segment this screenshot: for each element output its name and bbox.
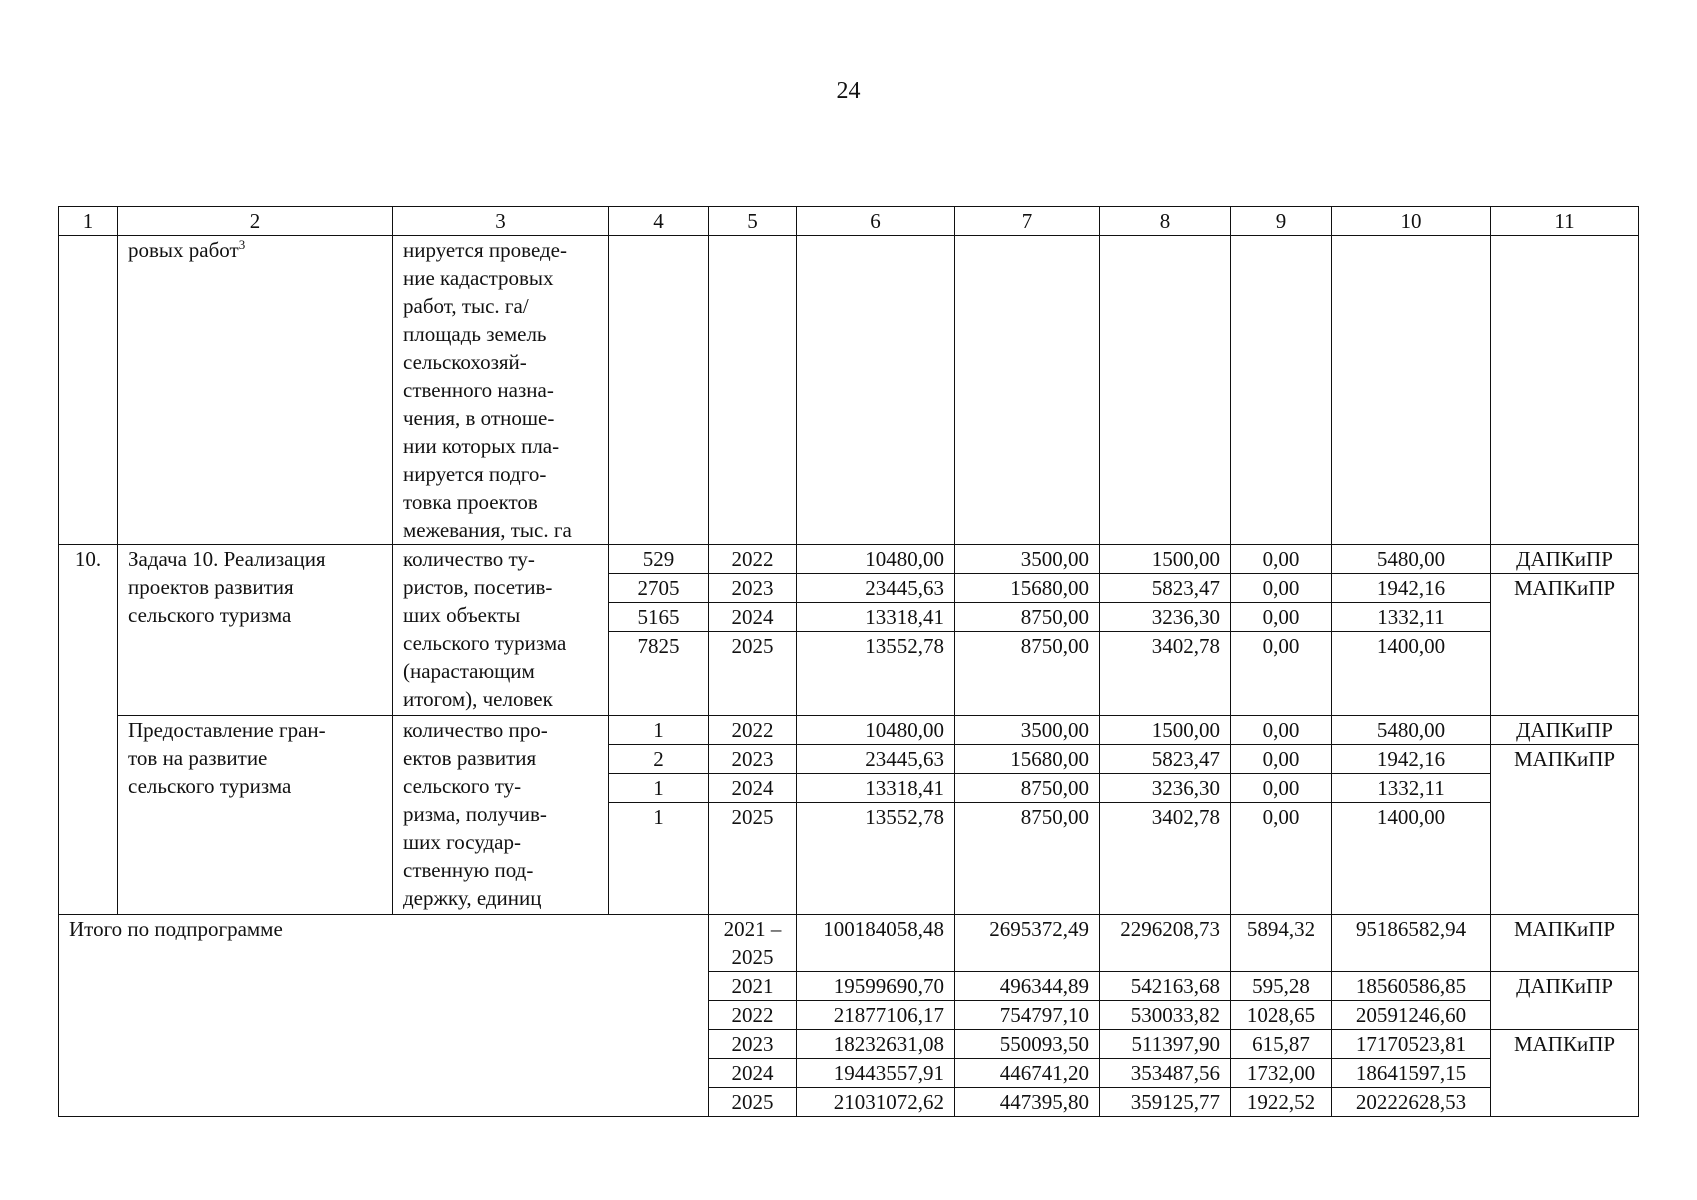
amount-total: 13552,78 (797, 803, 955, 915)
indicator-value: 2 (609, 745, 709, 774)
amount-local: 595,28 (1231, 972, 1332, 1001)
amount-total: 10480,00 (797, 545, 955, 574)
table-row (59, 545, 1639, 574)
amount-other: 5480,00 (1332, 716, 1491, 745)
amount-regional: 511397,90 (1100, 1030, 1231, 1059)
col-header: 1 (59, 207, 118, 236)
amount-federal: 446741,20 (955, 1059, 1100, 1088)
col-header: 4 (609, 207, 709, 236)
amount-local: 5894,32 (1231, 915, 1332, 972)
amount-other: 20591246,60 (1332, 1001, 1491, 1030)
col-header: 2 (118, 207, 393, 236)
amount-federal: 550093,50 (955, 1030, 1100, 1059)
year-cell: 2022 (709, 545, 797, 574)
amount-regional: 3402,78 (1100, 803, 1231, 915)
executor: МАПКиПР (1491, 745, 1639, 915)
amount-federal: 8750,00 (955, 774, 1100, 803)
amount-other: 5480,00 (1332, 545, 1491, 574)
amount-regional: 530033,82 (1100, 1001, 1231, 1030)
continuation-row (59, 236, 1639, 545)
amount-federal: 3500,00 (955, 545, 1100, 574)
indicator-value: 5165 (609, 603, 709, 632)
amount-total: 23445,63 (797, 745, 955, 774)
amount-other: 17170523,81 (1332, 1030, 1491, 1059)
amount-regional: 5823,47 (1100, 574, 1231, 603)
task-name: Задача 10. Реализация проектов развития сельского туризма (118, 545, 393, 716)
amount-total: 100184058,48 (797, 915, 955, 972)
amount-total: 21877106,17 (797, 1001, 955, 1030)
amount-other: 18560586,85 (1332, 972, 1491, 1001)
amount-total: 13318,41 (797, 603, 955, 632)
indicator-value: 1 (609, 803, 709, 915)
indicator-value: 529 (609, 545, 709, 574)
cont-cell-1 (59, 236, 118, 545)
amount-other: 18641597,15 (1332, 1059, 1491, 1088)
amount-federal: 8750,00 (955, 603, 1100, 632)
year-cell: 2023 (709, 745, 797, 774)
task-indicator: количество ту- ристов, посетив- ших объекты сельского туризма (нарастающим итогом), человек (393, 545, 609, 716)
amount-federal: 2695372,49 (955, 915, 1100, 972)
year-cell: 2025 (709, 1088, 797, 1117)
col-header: 9 (1231, 207, 1332, 236)
cont-activity (118, 236, 393, 545)
cont-cell-9 (1231, 236, 1332, 545)
col-header: 10 (1332, 207, 1491, 236)
amount-regional: 3236,30 (1100, 774, 1231, 803)
amount-federal: 3500,00 (955, 716, 1100, 745)
row-number: 10. (59, 545, 118, 915)
amount-other: 1942,16 (1332, 574, 1491, 603)
amount-total: 19443557,91 (797, 1059, 955, 1088)
amount-total: 23445,63 (797, 574, 955, 603)
amount-local: 0,00 (1231, 803, 1332, 915)
year-cell: 2024 (709, 774, 797, 803)
amount-local: 0,00 (1231, 632, 1332, 716)
amount-local: 0,00 (1231, 745, 1332, 774)
amount-total: 19599690,70 (797, 972, 955, 1001)
indicator-value: 1 (609, 774, 709, 803)
cont-indicator: нируется проведе- ние кадастровых работ, тыс. га/ площадь земель сельскохозяй- ственного назна- чения, в отноше- нии которых пла- нируется подго- товка проектов межевания, тыс. га (393, 236, 609, 545)
col-header: 3 (393, 207, 609, 236)
amount-regional: 359125,77 (1100, 1088, 1231, 1117)
year-cell: 2023 (709, 574, 797, 603)
cont-cell-10 (1332, 236, 1491, 545)
year-cell: 2021 (709, 972, 797, 1001)
amount-local: 0,00 (1231, 774, 1332, 803)
cont-cell-11 (1491, 236, 1639, 545)
indicator-value: 1 (609, 716, 709, 745)
amount-total: 13552,78 (797, 632, 955, 716)
amount-local: 0,00 (1231, 545, 1332, 574)
year-cell: 2021 – 2025 (709, 915, 797, 972)
amount-other: 95186582,94 (1332, 915, 1491, 972)
year-cell: 2024 (709, 603, 797, 632)
executor: ДАПКиПР (1491, 545, 1639, 574)
amount-total: 21031072,62 (797, 1088, 955, 1117)
year-cell: 2025 (709, 803, 797, 915)
amount-other: 1332,11 (1332, 603, 1491, 632)
amount-regional: 5823,47 (1100, 745, 1231, 774)
amount-federal: 8750,00 (955, 632, 1100, 716)
cont-activity-text: ровых работ (128, 238, 239, 262)
amount-regional: 3402,78 (1100, 632, 1231, 716)
executor: МАПКиПР (1491, 915, 1639, 972)
col-header: 6 (797, 207, 955, 236)
amount-federal: 15680,00 (955, 745, 1100, 774)
amount-regional: 542163,68 (1100, 972, 1231, 1001)
indicator-value: 7825 (609, 632, 709, 716)
event-name: Предоставление гран- тов на развитие сельского туризма (118, 716, 393, 915)
cont-cell-4 (609, 236, 709, 545)
total-row (59, 915, 1639, 972)
amount-other: 1332,11 (1332, 774, 1491, 803)
year-cell: 2024 (709, 1059, 797, 1088)
amount-regional: 1500,00 (1100, 716, 1231, 745)
amount-regional: 1500,00 (1100, 545, 1231, 574)
executor: МАПКиПР (1491, 1030, 1639, 1117)
year-cell: 2022 (709, 716, 797, 745)
footnote-ref: 3 (238, 237, 246, 252)
amount-federal: 447395,80 (955, 1088, 1100, 1117)
executor: ДАПКиПР (1491, 972, 1639, 1030)
amount-total: 18232631,08 (797, 1030, 955, 1059)
amount-local: 615,87 (1231, 1030, 1332, 1059)
amount-local: 0,00 (1231, 574, 1332, 603)
year-cell: 2023 (709, 1030, 797, 1059)
executor: МАПКиПР (1491, 574, 1639, 716)
amount-federal: 754797,10 (955, 1001, 1100, 1030)
col-header: 5 (709, 207, 797, 236)
amount-regional: 3236,30 (1100, 603, 1231, 632)
amount-other: 20222628,53 (1332, 1088, 1491, 1117)
executor: ДАПКиПР (1491, 716, 1639, 745)
amount-local: 1732,00 (1231, 1059, 1332, 1088)
col-header: 7 (955, 207, 1100, 236)
cont-cell-6 (797, 236, 955, 545)
year-cell: 2025 (709, 632, 797, 716)
event-indicator: количество про- ектов развития сельского ту- ризма, получив- ших государ- ственную под- держку, единиц (393, 716, 609, 915)
amount-local: 0,00 (1231, 716, 1332, 745)
amount-regional: 353487,56 (1100, 1059, 1231, 1088)
table-row (59, 716, 1639, 745)
amount-local: 1922,52 (1231, 1088, 1332, 1117)
amount-total: 10480,00 (797, 716, 955, 745)
amount-regional: 2296208,73 (1100, 915, 1231, 972)
program-table (58, 206, 1638, 1117)
cont-cell-7 (955, 236, 1100, 545)
cont-cell-5 (709, 236, 797, 545)
amount-other: 1942,16 (1332, 745, 1491, 774)
amount-federal: 8750,00 (955, 803, 1100, 915)
page-number: 24 (836, 78, 861, 104)
total-label: Итого по подпрограмме (59, 915, 709, 1117)
column-numbers-row (59, 207, 1639, 236)
amount-total: 13318,41 (797, 774, 955, 803)
col-header: 11 (1491, 207, 1639, 236)
indicator-value: 2705 (609, 574, 709, 603)
amount-local: 1028,65 (1231, 1001, 1332, 1030)
amount-federal: 15680,00 (955, 574, 1100, 603)
amount-local: 0,00 (1231, 603, 1332, 632)
col-header: 8 (1100, 207, 1231, 236)
amount-federal: 496344,89 (955, 972, 1100, 1001)
cont-cell-8 (1100, 236, 1231, 545)
amount-other: 1400,00 (1332, 632, 1491, 716)
year-cell: 2022 (709, 1001, 797, 1030)
amount-other: 1400,00 (1332, 803, 1491, 915)
